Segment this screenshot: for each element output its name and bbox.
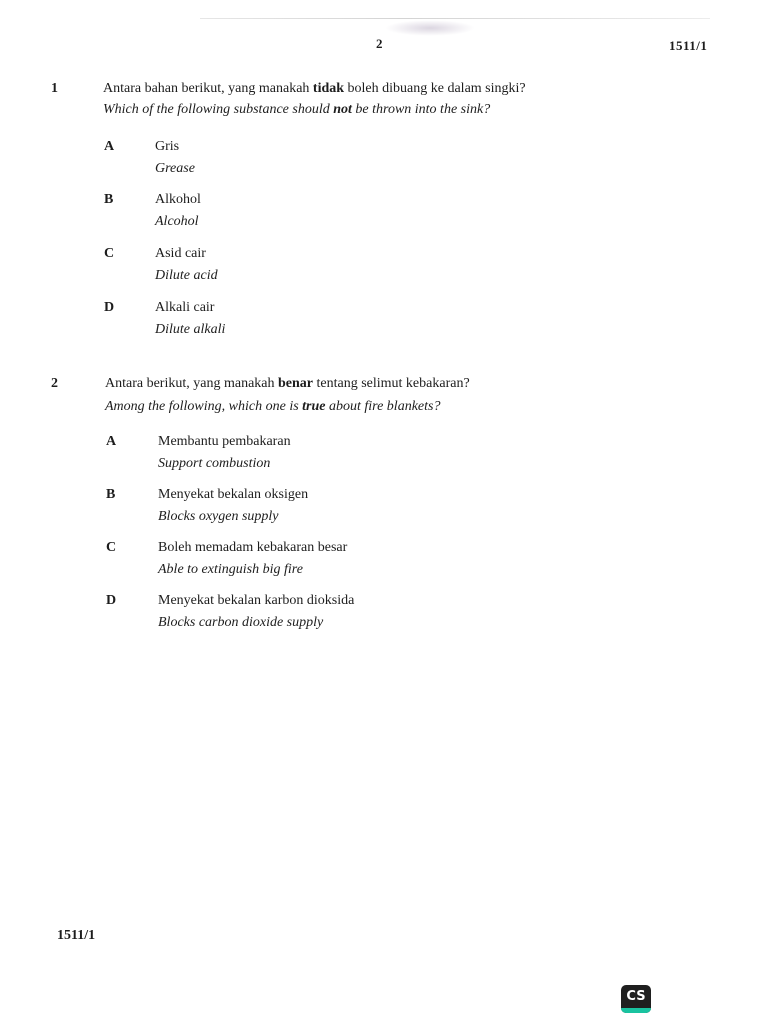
option-text-malay: Gris [155, 139, 180, 154]
emphasis-word: not [333, 102, 352, 117]
emphasis-word: tidak [312, 81, 345, 96]
option-letter: A [106, 434, 117, 449]
option-text-english: Blocks oxygen supply [158, 509, 279, 524]
question-number: 2 [51, 376, 58, 391]
question-text-english: Which of the following substance should not be thrown into the sink? [103, 102, 491, 117]
scan-smudge [385, 20, 475, 36]
option-letter: D [104, 300, 115, 315]
option-text-english: Blocks carbon dioxide supply [158, 615, 324, 630]
option-letter: D [106, 593, 117, 608]
question-number: 1 [51, 81, 58, 96]
option-text-malay: Menyekat bekalan oksigen [158, 487, 309, 502]
option-text-english: Dilute acid [155, 268, 218, 283]
question-text-english: Among the following, which one is true about fire blankets? [105, 399, 441, 414]
option-letter: A [104, 139, 115, 154]
option-text-english: Alcohol [155, 214, 199, 229]
option-text-english: Able to extinguish big fire [158, 562, 303, 577]
option-text-malay: Menyekat bekalan karbon dioksida [158, 593, 355, 608]
option-letter: C [106, 540, 117, 555]
emphasis-word: true [302, 399, 326, 414]
camscanner-accent-bar [621, 1008, 651, 1013]
option-letter: B [106, 487, 116, 502]
option-text-malay: Boleh memadam kebakaran besar [158, 540, 348, 555]
option-text-english: Dilute alkali [155, 322, 226, 337]
question-text-malay: Antara bahan berikut, yang manakah tidak boleh dibuang ke dalam singki? [103, 81, 526, 96]
option-letter: C [104, 246, 115, 261]
scan-header-rule [200, 18, 710, 19]
option-text-english: Support combustion [158, 456, 271, 471]
option-text-malay: Alkohol [155, 192, 201, 207]
option-letter: B [104, 192, 114, 207]
question-text-malay: Antara berikut, yang manakah benar tentang selimut kebakaran? [105, 376, 470, 391]
option-text-english: Grease [155, 161, 195, 176]
camscanner-logo-text: CS [626, 989, 646, 1004]
paper-code-footer: 1511/1 [57, 928, 96, 943]
option-text-malay: Membantu pembakaran [158, 434, 291, 449]
page-number: 2 [376, 36, 383, 51]
emphasis-word: benar [278, 376, 313, 391]
option-text-malay: Asid cair [155, 246, 206, 261]
paper-code-header: 1511/1 [669, 38, 708, 53]
option-text-malay: Alkali cair [155, 300, 215, 315]
camscanner-badge [621, 985, 651, 1013]
